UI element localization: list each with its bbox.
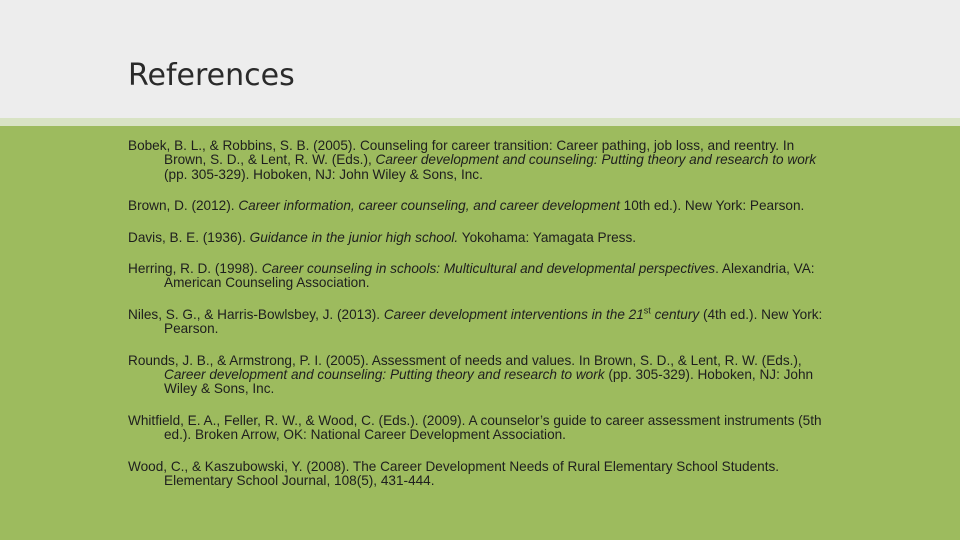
reference-item: Herring, R. D. (1998). Career counseling in schools: Multicultural and developmental perspectives. Alexandria, VA: American Counseling Association.: [128, 261, 815, 291]
reference-item: Wood, C., & Kaszubowski, Y. (2008). The Career Development Needs of Rural Elementary School Students. Elementary School Journal, 108(5), 431-444.: [128, 458, 780, 489]
reference-item: Brown, D. (2012). Career information, career counseling, and career development 10th ed.). New York: Pearson.: [128, 198, 805, 214]
title-bar-divider: [0, 118, 960, 126]
reference-item: Niles, S. G., & Harris-Bowlsbey, J. (2013). Career development interventions in the 21st century (4th ed.). New York: Pearson.: [128, 305, 823, 337]
reference-list: [128, 139, 838, 506]
reference-item: Davis, B. E. (1936). Guidance in the junior high school. Yokohama: Yamagata Press.: [128, 229, 637, 245]
slide-title: References: [128, 58, 295, 93]
reference-item: Bobek, B. L., & Robbins, S. B. (2005). Counseling for career transition: Career pathing, job loss, and reentry. In Brown, S. D., & Lent, R. W. (Eds.), Career development and counseling: Putting theory and research to work (pp. 305-329). Hoboken, NJ: John Wiley & Sons, Inc.: [128, 138, 817, 182]
reference-item: Whitfield, E. A., Feller, R. W., & Wood, C. (Eds.). (2009). A counselor’s guide to career assessment instruments (5th ed.). Broken Arrow, OK: National Career Development Association.: [128, 412, 822, 443]
reference-item: Rounds, J. B., & Armstrong, P. I. (2005). Assessment of needs and values. In Brown, S. D., & Lent, R. W. (Eds.), Career development and counseling: Putting theory and research to work (pp. 305-329). Hoboken, NJ: John Wiley & Sons, Inc.: [128, 352, 814, 397]
